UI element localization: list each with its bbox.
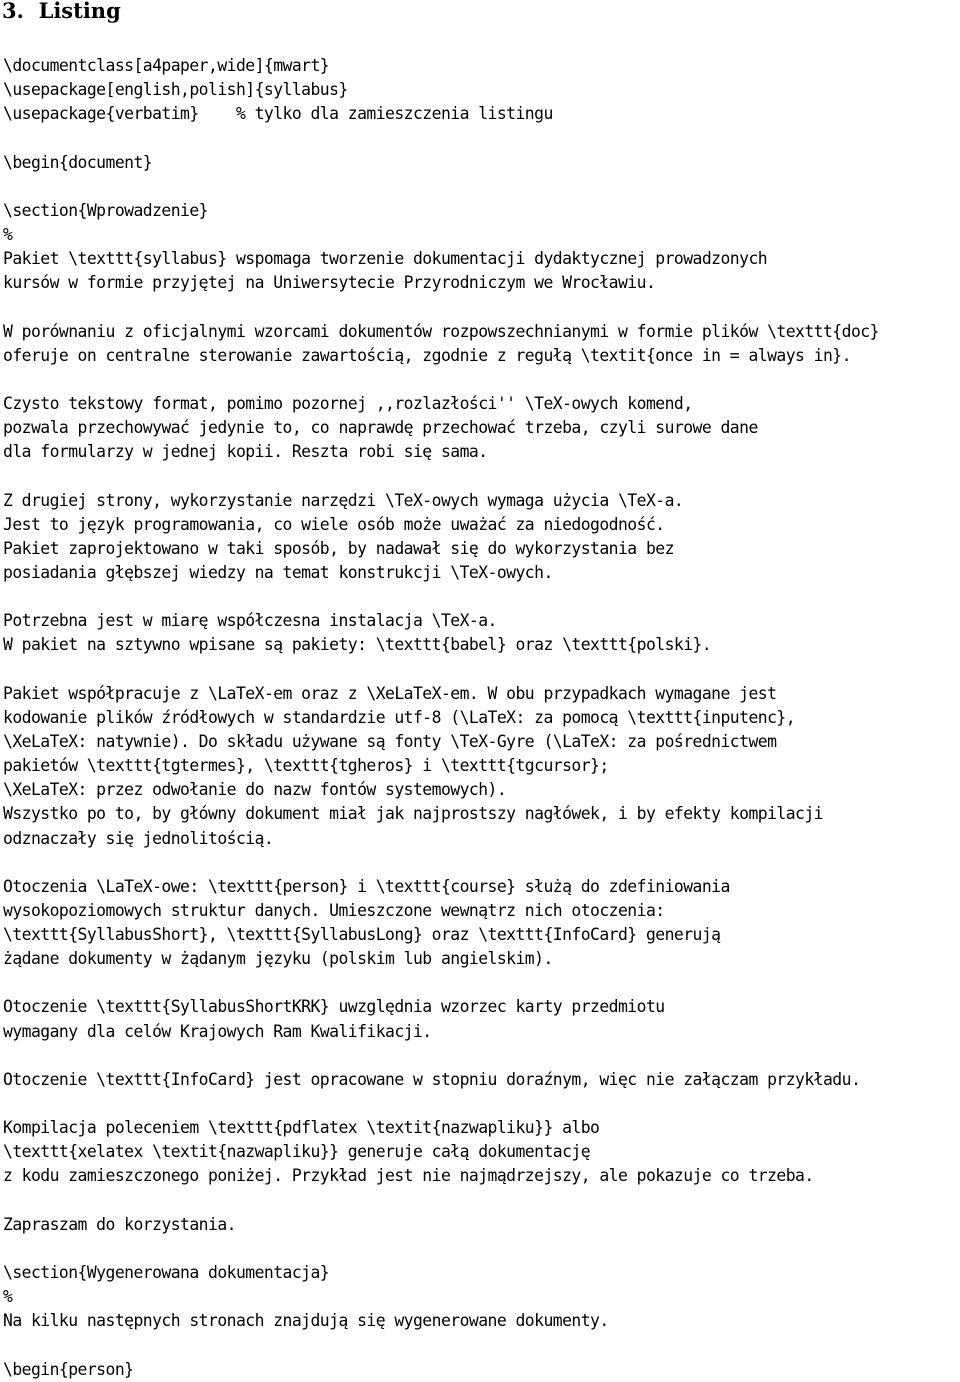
code-line: \section{Wygenerowana dokumentacja} <box>3 1263 330 1283</box>
code-line: Pakiet zaprojektowano w taki sposób, by nadawał się do wykorzystania bez <box>3 538 674 558</box>
code-line: \usepackage{verbatim} % tylko dla zamieszczenia listingu <box>3 104 553 124</box>
code-line <box>3 658 879 682</box>
code-line: z kodu zamieszczonego poniżej. Przykład jest nie najmądrzejszy, ale pokazuje co trzeba. <box>3 1166 814 1186</box>
code-line <box>3 1237 879 1261</box>
code-line: Zapraszam do korzystania. <box>3 1214 236 1234</box>
code-line: posiadania głębszej wiedzy na temat konstrukcji \TeX-owych. <box>3 562 553 582</box>
code-line: Czysto tekstowy format, pomimo pozornej ,,rozlazłości'' \TeX-owych komend, <box>3 393 693 413</box>
code-line <box>3 1044 879 1068</box>
code-line: dla formularzy w jednej kopii. Reszta robi się sama. <box>3 442 488 462</box>
code-line: W pakiet na sztywno wpisane są pakiety: \texttt{babel} oraz \texttt{polski}. <box>3 635 712 655</box>
code-line: żądane dokumenty w żądanym języku (polskim lub angielskim). <box>3 949 553 969</box>
code-line: \usepackage[english,polish]{syllabus} <box>3 80 348 100</box>
code-line <box>3 368 879 392</box>
code-line <box>3 1333 879 1357</box>
code-line: \documentclass[a4paper,wide]{mwart} <box>3 56 330 75</box>
code-line: Otoczenia \LaTeX-owe: \texttt{person} i \texttt{course} służą do zdefiniowania <box>3 876 730 896</box>
code-line: kodowanie plików źródłowych w standardzie utf-8 (\LaTeX: za pomocą \texttt{inputenc}, <box>3 707 796 727</box>
code-line: kursów w formie przyjętej na Uniwersytecie Przyrodniczym we Wrocławiu. <box>3 273 656 293</box>
code-line: Pakiet \texttt{syllabus} wspomaga tworzenie dokumentacji dydaktycznej prowadzonych <box>3 249 768 269</box>
code-line: pozwala przechowywać jedynie to, co naprawdę przechować trzeba, czyli surowe dane <box>3 418 758 438</box>
code-line: \begin{person} <box>3 1359 134 1379</box>
code-line: wymagany dla celów Krajowych Ram Kwalifikacji. <box>3 1021 432 1041</box>
code-line: pakietów \texttt{tgtermes}, \texttt{tgheros} i \texttt{tgcursor}; <box>3 756 609 776</box>
code-listing <box>3 54 879 1382</box>
code-line: % <box>3 1287 13 1307</box>
code-line <box>3 464 879 488</box>
code-line <box>3 1189 879 1213</box>
code-line: \texttt{SyllabusShort}, \texttt{SyllabusLong} oraz \texttt{InfoCard} generują <box>3 925 721 945</box>
code-line: \texttt{xelatex \textit{nazwapliku}} generuje całą dokumentację <box>3 1142 591 1162</box>
code-line: \XeLaTeX: przez odwołanie do nazw fontów systemowych). <box>3 780 507 800</box>
code-line: Potrzebna jest w miarę współczesna instalacja \TeX-a. <box>3 611 497 631</box>
code-line: wysokopoziomowych struktur danych. Umieszczone wewnątrz nich otoczenia: <box>3 900 665 920</box>
code-line: Kompilacja poleceniem \texttt{pdflatex \textit{nazwapliku}} albo <box>3 1118 600 1138</box>
code-line <box>3 126 879 150</box>
code-line: odznaczały się jednolitością. <box>3 828 274 848</box>
section-title: Listing <box>38 0 121 23</box>
section-number: 3. <box>2 0 24 23</box>
code-line <box>3 1092 879 1116</box>
section-heading <box>2 0 121 25</box>
code-line <box>3 971 879 995</box>
code-line <box>3 585 879 609</box>
code-line <box>3 851 879 875</box>
code-line: Pakiet współpracuje z \LaTeX-em oraz z \XeLaTeX-em. W obu przypadkach wymagane jest <box>3 683 777 703</box>
code-line: Na kilku następnych stronach znajdują się wygenerowane dokumenty. <box>3 1311 609 1331</box>
code-line: Jest to język programowania, co wiele osób może uważać za niedogodność. <box>3 514 665 534</box>
code-line <box>3 175 879 199</box>
code-line: Otoczenie \texttt{InfoCard} jest opracowane w stopniu doraźnym, więc nie załączam przykładu. <box>3 1069 861 1089</box>
code-line <box>3 295 879 319</box>
code-line: Z drugiej strony, wykorzystanie narzędzi \TeX-owych wymaga użycia \TeX-a. <box>3 490 684 510</box>
code-line: \XeLaTeX: natywnie). Do składu używane są fonty \TeX-Gyre (\LaTeX: za pośrednictwem <box>3 731 777 751</box>
code-line: % <box>3 224 13 244</box>
code-line: Wszystko po to, by główny dokument miał jak najprostszy nagłówek, i by efekty kompilacji <box>3 804 823 824</box>
code-line: Otoczenie \texttt{SyllabusShortKRK} uwzględnia wzorzec karty przedmiotu <box>3 997 665 1017</box>
code-line: oferuje on centralne sterowanie zawartością, zgodnie z regułą \textit{once in = always in}. <box>3 345 851 365</box>
code-line: \section{Wprowadzenie} <box>3 200 208 220</box>
code-line: \begin{document} <box>3 152 153 172</box>
code-line: W porównaniu z oficjalnymi wzorcami dokumentów rozpowszechnianymi w formie plików \texttt{doc} <box>3 321 879 341</box>
